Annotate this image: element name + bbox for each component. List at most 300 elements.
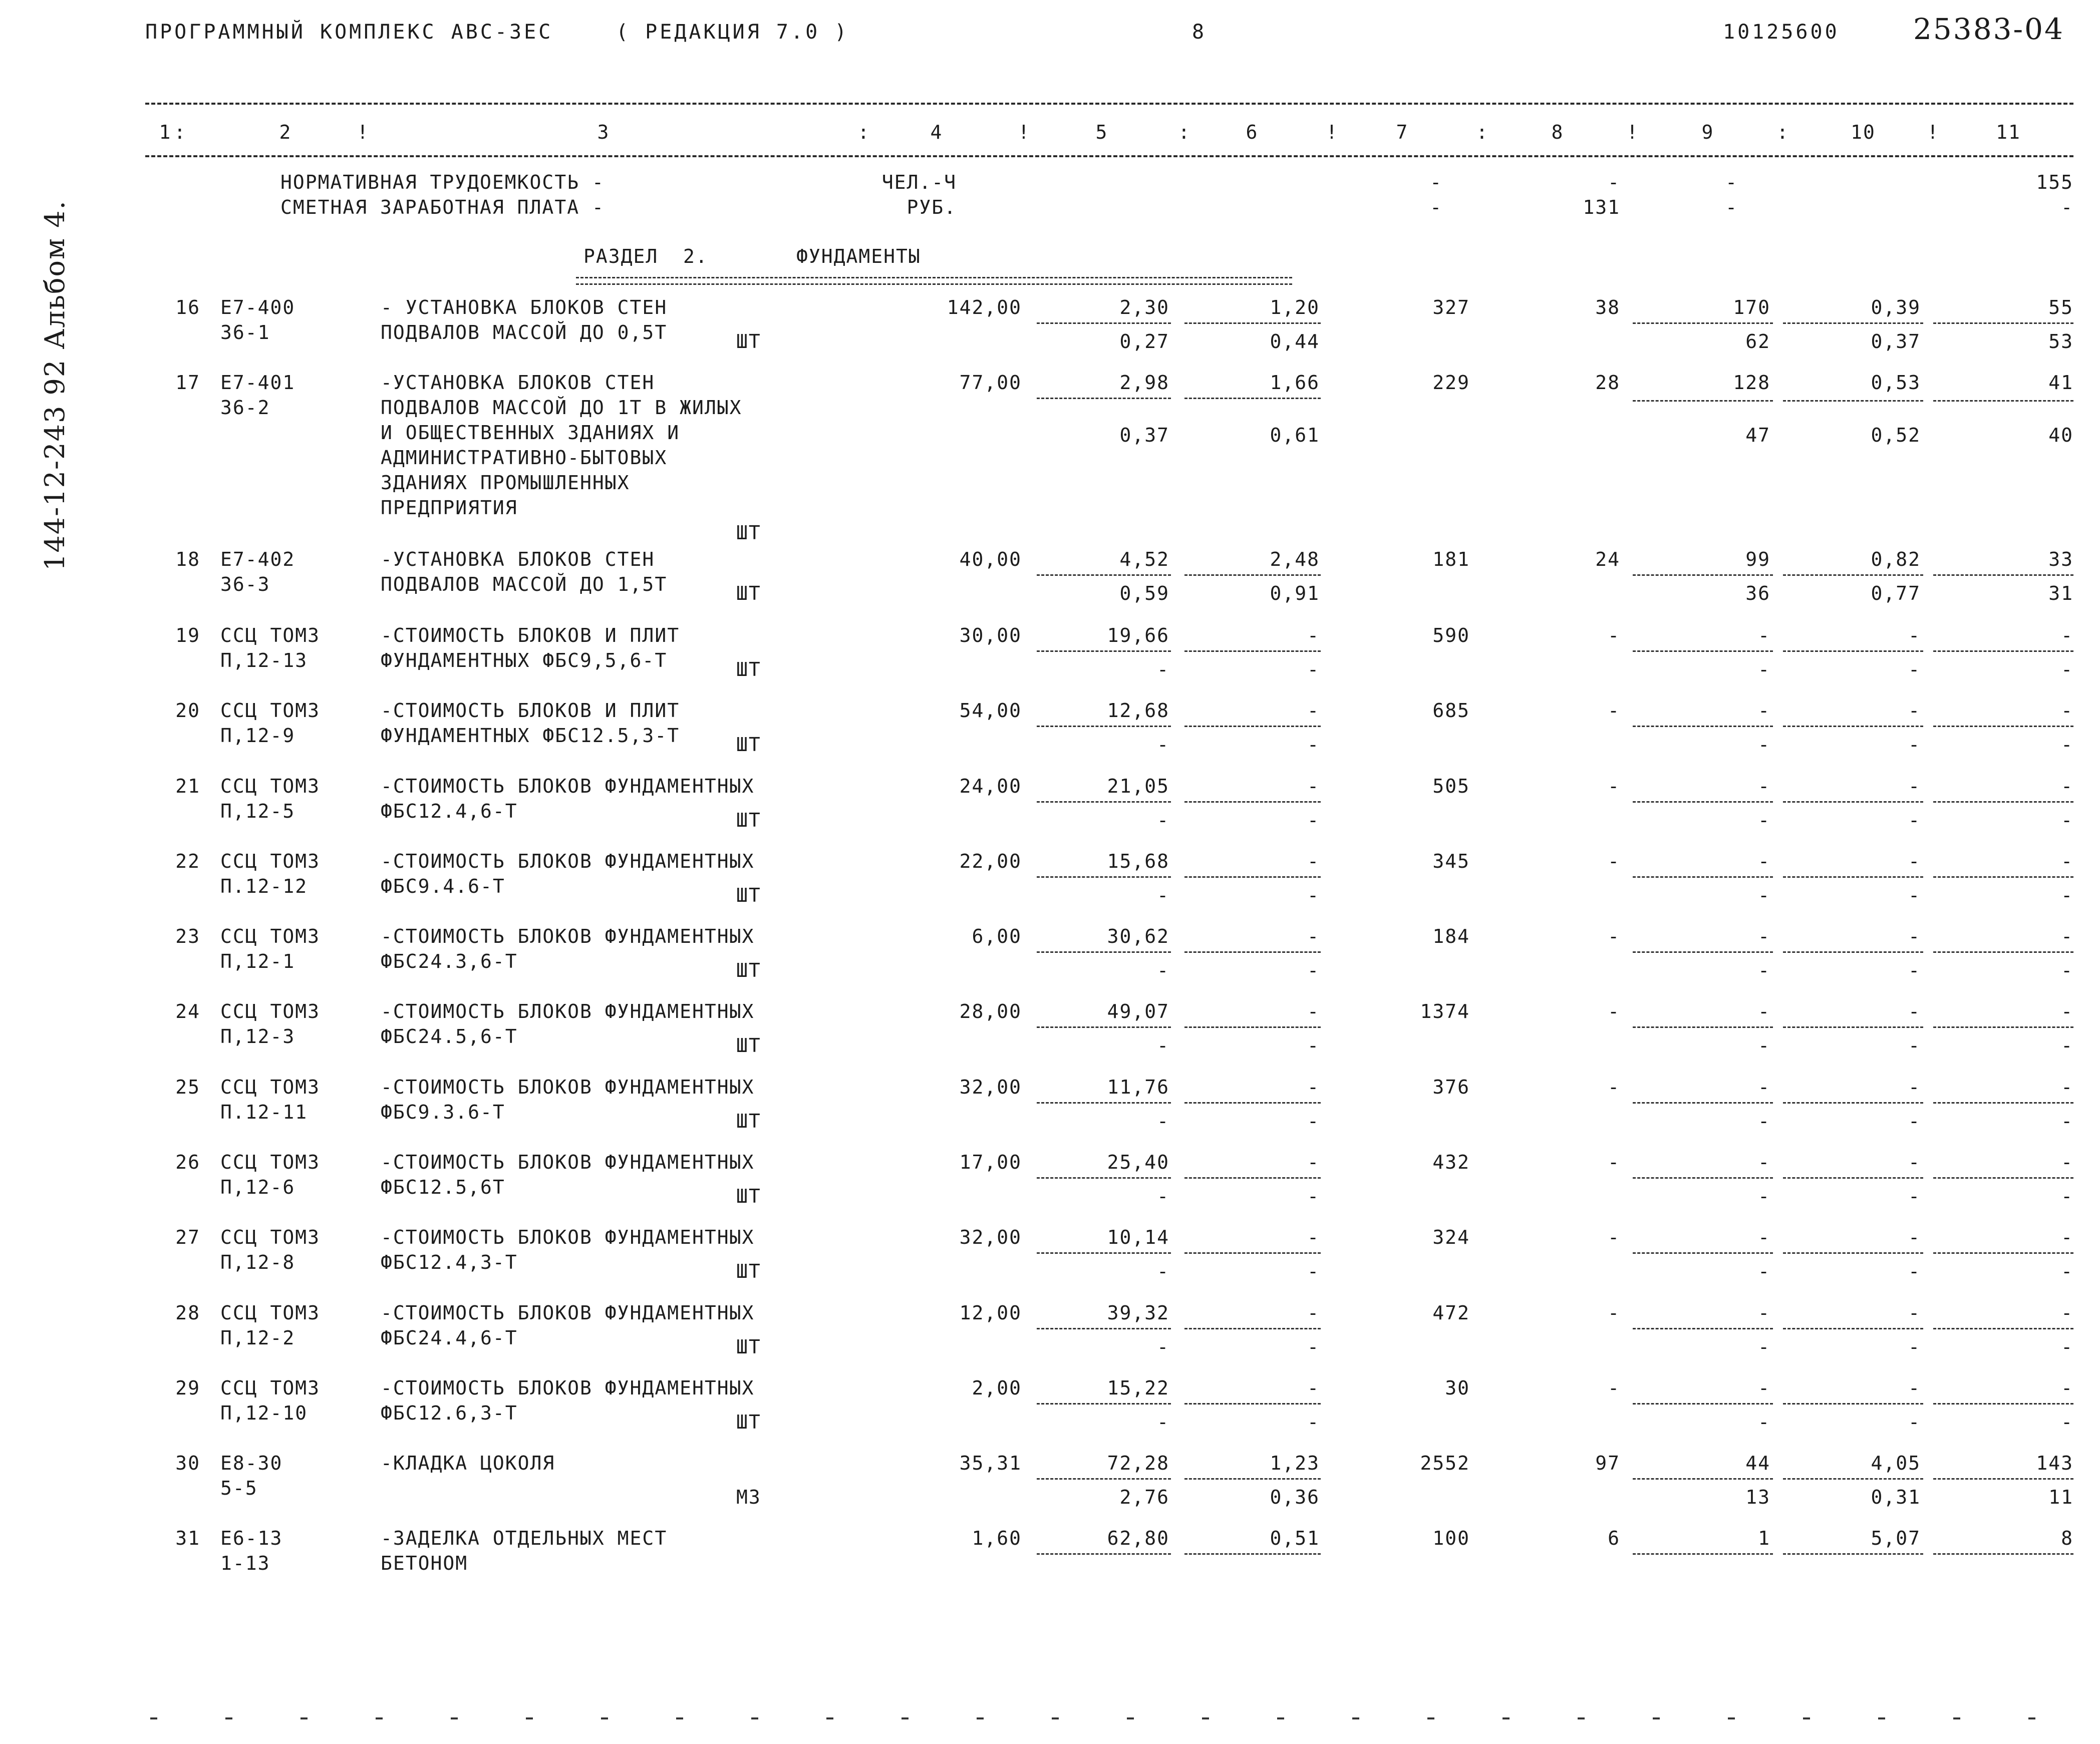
row-number: 20 [175, 700, 200, 722]
row-col10: - [1908, 700, 1921, 722]
row-unit: ШТ [736, 522, 761, 544]
row-col8: - [1608, 850, 1620, 872]
row-number: 16 [175, 296, 200, 318]
row-col9-wage: - [1758, 1411, 1770, 1433]
column-separator: ! [1927, 121, 1940, 143]
row-code: 5-5 [220, 1477, 258, 1499]
row-col10: 4,05 [1871, 1452, 1921, 1474]
row-col5-wage: - [1157, 1185, 1169, 1207]
row-col7: 472 [1432, 1302, 1470, 1324]
row-col9-wage: 36 [1745, 582, 1770, 604]
row-code: П.12-11 [220, 1101, 308, 1123]
row-description: ФБС9.4.6-Т [381, 875, 505, 897]
row-col10: - [1908, 1151, 1921, 1173]
row-col11-rule [1933, 1478, 2073, 1480]
row-col10-wage: - [1908, 1411, 1921, 1433]
row-col9-rule [1633, 726, 1773, 727]
row-code: П,12-13 [220, 649, 308, 671]
row-code: ССЦ ТОМ3 [220, 1000, 321, 1022]
row-col5-rule [1037, 398, 1171, 399]
row-col10-rule [1783, 1177, 1923, 1179]
row-description: И ОБЩЕСТВЕННЫХ ЗДАНИЯХ И [381, 422, 680, 444]
row-code: ССЦ ТОМ3 [220, 850, 321, 872]
row-col5-wage: 0,37 [1119, 424, 1169, 446]
column-number-5: 5 [1095, 121, 1108, 143]
row-col6: 1,20 [1270, 296, 1320, 318]
row-number: 26 [175, 1151, 200, 1173]
row-col6-rule [1184, 801, 1321, 803]
row-col8: - [1608, 1226, 1620, 1248]
row-code: П,12-8 [220, 1251, 295, 1273]
row-col11: - [2061, 1076, 2073, 1098]
row-description: -УСТАНОВКА БЛОКОВ СТЕН [381, 372, 655, 394]
row-description: -СТОИМОСТЬ БЛОКОВ ФУНДАМЕНТНЫХ [381, 1377, 755, 1399]
row-col10-wage: - [1908, 959, 1921, 981]
row-code: ССЦ ТОМ3 [220, 1151, 321, 1173]
row-col11: - [2061, 1000, 2073, 1022]
row-number: 18 [175, 548, 200, 570]
row-col11-rule [1933, 1553, 2073, 1555]
row-col10-rule [1783, 574, 1923, 576]
row-quantity: 1,60 [972, 1527, 1022, 1549]
row-description: ФБС12.5,6Т [381, 1176, 505, 1198]
row-col6: - [1307, 1226, 1320, 1248]
row-description: -СТОИМОСТЬ БЛОКОВ И ПЛИТ [381, 624, 680, 646]
row-description: -ЗАДЕЛКА ОТДЕЛЬНЫХ МЕСТ [381, 1527, 668, 1549]
row-number: 25 [175, 1076, 200, 1098]
row-code: 1-13 [220, 1552, 270, 1574]
row-col5-wage: - [1157, 1260, 1169, 1282]
row-col11: - [2061, 1226, 2073, 1248]
row-col8: - [1608, 1151, 1620, 1173]
row-col11-wage: 40 [2048, 424, 2073, 446]
row-col5-wage: - [1157, 1034, 1169, 1057]
row-col5: 2,98 [1119, 372, 1169, 394]
column-separator: : [1776, 121, 1789, 143]
row-col11-rule [1933, 1252, 2073, 1254]
row-quantity: 54,00 [959, 700, 1022, 722]
row-unit: ШТ [736, 582, 761, 604]
table-top-rule [145, 103, 2073, 105]
row-col5: 72,28 [1107, 1452, 1169, 1474]
row-col11-wage: - [2061, 959, 2073, 981]
summary-col11: - [2061, 196, 2073, 218]
row-col9: 170 [1733, 296, 1770, 318]
row-col10: - [1908, 925, 1921, 947]
row-col7: 229 [1432, 372, 1470, 394]
row-col5: 10,14 [1107, 1226, 1169, 1248]
row-col11: 55 [2048, 296, 2073, 318]
summary-label: СМЕТНАЯ ЗАРАБОТНАЯ ПЛАТА - [280, 196, 605, 218]
row-col11-wage: 53 [2048, 330, 2073, 353]
row-col8: - [1608, 1302, 1620, 1324]
row-col8: 6 [1608, 1527, 1620, 1549]
row-col5: 30,62 [1107, 925, 1169, 947]
section-label: РАЗДЕЛ 2. [583, 245, 708, 267]
row-description: ЗДАНИЯХ ПРОМЫШЛЕННЫХ [381, 472, 630, 494]
row-col8: - [1608, 700, 1620, 722]
row-col6: 2,48 [1270, 548, 1320, 570]
row-code: П,12-5 [220, 800, 295, 822]
row-code: ССЦ ТОМ3 [220, 925, 321, 947]
row-number: 27 [175, 1226, 200, 1248]
section-title-underline [576, 277, 1292, 285]
row-col10: - [1908, 624, 1921, 646]
row-code: П,12-1 [220, 950, 295, 972]
row-quantity: 35,31 [959, 1452, 1022, 1474]
column-separator: : [1178, 121, 1191, 143]
row-col9-rule [1633, 876, 1773, 878]
row-col10-wage: - [1908, 809, 1921, 831]
row-col10-wage: - [1908, 658, 1921, 680]
row-col9: - [1758, 1377, 1770, 1399]
row-col9: - [1758, 1226, 1770, 1248]
row-col9-wage: - [1758, 809, 1770, 831]
row-col11-wage: - [2061, 809, 2073, 831]
row-unit: ШТ [736, 959, 761, 981]
row-col10: - [1908, 775, 1921, 797]
row-col6-rule [1184, 322, 1321, 324]
row-col9: 99 [1745, 548, 1770, 570]
row-quantity: 30,00 [959, 624, 1022, 646]
row-description: - УСТАНОВКА БЛОКОВ СТЕН [381, 296, 668, 318]
row-col6-rule [1184, 574, 1321, 576]
row-col5-rule [1037, 1252, 1171, 1254]
row-col9-rule [1633, 1177, 1773, 1179]
row-col11-rule [1933, 1328, 2073, 1329]
row-code: Е7-402 [220, 548, 295, 570]
row-col10-rule [1783, 1252, 1923, 1254]
bottom-tick [1653, 1717, 1660, 1719]
row-code: 36-2 [220, 397, 270, 419]
row-number: 28 [175, 1302, 200, 1324]
table-header-rule [145, 155, 2073, 157]
row-description: -УСТАНОВКА БЛОКОВ СТЕН [381, 548, 655, 570]
row-col9-wage: - [1758, 1110, 1770, 1132]
row-code: ССЦ ТОМ3 [220, 700, 321, 722]
row-col8: - [1608, 624, 1620, 646]
row-unit: ШТ [736, 809, 761, 831]
summary-unit: ЧЕЛ.-Ч [881, 171, 957, 193]
row-col11-rule [1933, 400, 2073, 402]
row-col9-wage: - [1758, 1336, 1770, 1358]
row-code: Е7-401 [220, 372, 295, 394]
row-col9-wage: - [1758, 1034, 1770, 1057]
row-col7: 376 [1432, 1076, 1470, 1098]
row-description: ФБС24.5,6-Т [381, 1025, 518, 1048]
bottom-tick [751, 1717, 758, 1719]
row-col10-wage: 0,77 [1871, 582, 1921, 604]
row-col9-wage: - [1758, 959, 1770, 981]
row-col6: - [1307, 775, 1320, 797]
row-col10-wage: - [1908, 1336, 1921, 1358]
row-code: Е6-13 [220, 1527, 283, 1549]
row-col6: 1,66 [1270, 372, 1320, 394]
row-col11: - [2061, 850, 2073, 872]
row-col10-rule [1783, 951, 1923, 953]
summary-col7: - [1430, 196, 1442, 218]
row-col5-rule [1037, 1403, 1171, 1405]
row-unit: ШТ [736, 330, 761, 353]
column-separator: : [174, 121, 187, 143]
row-col7: 30 [1445, 1377, 1470, 1399]
row-col11-rule [1933, 322, 2073, 324]
row-col5-rule [1037, 1478, 1171, 1480]
row-col10-wage: - [1908, 734, 1921, 756]
row-col9-rule [1633, 1328, 1773, 1329]
row-col5-wage: - [1157, 1411, 1169, 1433]
row-description: АДМИНИСТРАТИВНО-БЫТОВЫХ [381, 447, 668, 469]
row-col9-wage: 47 [1745, 424, 1770, 446]
row-col9: - [1758, 775, 1770, 797]
row-quantity: 32,00 [959, 1076, 1022, 1098]
column-number-1: 1 [159, 121, 172, 143]
row-col9-rule [1633, 322, 1773, 324]
row-col9: - [1758, 1076, 1770, 1098]
row-col10: - [1908, 1076, 1921, 1098]
row-col11-rule [1933, 801, 2073, 803]
row-col5-wage: - [1157, 734, 1169, 756]
row-col6-rule [1184, 1252, 1321, 1254]
row-col11-rule [1933, 1403, 2073, 1405]
row-col9: - [1758, 1302, 1770, 1324]
row-col11-rule [1933, 951, 2073, 953]
row-col9-rule [1633, 801, 1773, 803]
row-code: Е8-30 [220, 1452, 283, 1474]
row-col7: 345 [1432, 850, 1470, 872]
row-col6-wage: 0,44 [1270, 330, 1320, 353]
bottom-tick [451, 1717, 458, 1719]
summary-col9: - [1725, 196, 1738, 218]
row-col5-wage: - [1157, 959, 1169, 981]
row-col9: - [1758, 624, 1770, 646]
row-quantity: 12,00 [959, 1302, 1022, 1324]
row-code: П,12-6 [220, 1176, 295, 1198]
row-col5-wage: 0,59 [1119, 582, 1169, 604]
column-number-2: 2 [279, 121, 292, 143]
row-col11-wage: 31 [2048, 582, 2073, 604]
summary-label: НОРМАТИВНАЯ ТРУДОЕМКОСТЬ - [280, 171, 605, 193]
row-number: 24 [175, 1000, 200, 1022]
row-number: 31 [175, 1527, 200, 1549]
bottom-tick [977, 1717, 984, 1719]
column-separator: ! [1018, 121, 1031, 143]
bottom-tick [1127, 1717, 1134, 1719]
row-col6-wage: - [1307, 658, 1320, 680]
row-col11-wage: - [2061, 658, 2073, 680]
row-col10-wage: - [1908, 1110, 1921, 1132]
bottom-tick [1878, 1717, 1885, 1719]
row-col9: 128 [1733, 372, 1770, 394]
row-col6-rule [1184, 1478, 1321, 1480]
row-col9-wage: - [1758, 734, 1770, 756]
row-col6-rule [1184, 1177, 1321, 1179]
row-col9-rule [1633, 951, 1773, 953]
row-unit: ШТ [736, 1336, 761, 1358]
row-col10-rule [1783, 1553, 1923, 1555]
row-quantity: 22,00 [959, 850, 1022, 872]
bottom-tick [2028, 1717, 2035, 1719]
row-description: ФБС12.4,3-Т [381, 1251, 518, 1273]
row-col7: 590 [1432, 624, 1470, 646]
row-code: ССЦ ТОМ3 [220, 1076, 321, 1098]
row-col6-rule [1184, 398, 1321, 399]
row-col8: - [1608, 925, 1620, 947]
row-col5-rule [1037, 322, 1171, 324]
row-col11: - [2061, 1151, 2073, 1173]
row-description: -СТОИМОСТЬ БЛОКОВ ФУНДАМЕНТНЫХ [381, 1151, 755, 1173]
row-col11: - [2061, 700, 2073, 722]
row-col6-rule [1184, 1403, 1321, 1405]
row-unit: ШТ [736, 1411, 761, 1433]
row-col11: 33 [2048, 548, 2073, 570]
row-code: Е7-400 [220, 296, 295, 318]
row-description: ФБС24.4,6-Т [381, 1327, 518, 1349]
bottom-tick [1202, 1717, 1209, 1719]
row-col5: 49,07 [1107, 1000, 1169, 1022]
row-col6-rule [1184, 726, 1321, 727]
program-title: ПРОГРАММНЫЙ КОМПЛЕКС АВС-3ЕС [145, 21, 553, 44]
row-col5-rule [1037, 1026, 1171, 1028]
row-col11: - [2061, 925, 2073, 947]
row-col5: 2,30 [1119, 296, 1169, 318]
row-code: П,12-10 [220, 1402, 308, 1424]
bottom-tick [1052, 1717, 1059, 1719]
column-separator: ! [1326, 121, 1339, 143]
row-col10-wage: - [1908, 1185, 1921, 1207]
row-code: П,12-3 [220, 1025, 295, 1048]
row-number: 19 [175, 624, 200, 646]
row-description: ПОДВАЛОВ МАССОЙ ДО 0,5Т [381, 321, 668, 343]
row-col5: 62,80 [1107, 1527, 1169, 1549]
row-col8: - [1608, 1076, 1620, 1098]
row-col5-rule [1037, 876, 1171, 878]
row-unit: ШТ [736, 1110, 761, 1132]
row-col8: - [1608, 1000, 1620, 1022]
row-code: ССЦ ТОМ3 [220, 1302, 321, 1324]
row-code: ССЦ ТОМ3 [220, 1226, 321, 1248]
row-col10: 5,07 [1871, 1527, 1921, 1549]
summary-col7: - [1430, 171, 1442, 193]
row-col5-rule [1037, 1553, 1171, 1555]
summary-col11: 155 [2036, 171, 2073, 193]
row-number: 23 [175, 925, 200, 947]
row-col11: 143 [2036, 1452, 2073, 1474]
row-col10-rule [1783, 1102, 1923, 1104]
row-code: ССЦ ТОМ3 [220, 624, 321, 646]
row-number: 17 [175, 372, 200, 394]
row-description: ФБС9.3.6-Т [381, 1101, 505, 1123]
row-code: П,12-9 [220, 725, 295, 747]
column-separator: ! [1626, 121, 1639, 143]
row-number: 22 [175, 850, 200, 872]
row-description: -СТОИМОСТЬ БЛОКОВ ФУНДАМЕНТНЫХ [381, 850, 755, 872]
row-col10: - [1908, 1000, 1921, 1022]
row-col6-rule [1184, 1553, 1321, 1555]
row-col5-wage: 2,76 [1119, 1486, 1169, 1508]
row-col6-wage: - [1307, 959, 1320, 981]
row-col5: 11,76 [1107, 1076, 1169, 1098]
row-description: -СТОИМОСТЬ БЛОКОВ ФУНДАМЕНТНЫХ [381, 925, 755, 947]
row-quantity: 142,00 [947, 296, 1022, 318]
row-col10-rule [1783, 1328, 1923, 1329]
column-number-7: 7 [1396, 121, 1409, 143]
row-col8: - [1608, 1377, 1620, 1399]
row-col7: 505 [1432, 775, 1470, 797]
bottom-tick [902, 1717, 909, 1719]
row-description: ПРЕДПРИЯТИЯ [381, 497, 518, 519]
row-col6: - [1307, 1302, 1320, 1324]
row-col6-rule [1184, 1102, 1321, 1104]
row-col10: - [1908, 850, 1921, 872]
row-col6: 1,23 [1270, 1452, 1320, 1474]
row-col9-rule [1633, 1553, 1773, 1555]
row-col6: - [1307, 1151, 1320, 1173]
row-col9-rule [1633, 1252, 1773, 1254]
bottom-tick [1352, 1717, 1359, 1719]
row-col5: 21,05 [1107, 775, 1169, 797]
row-col10-wage: - [1908, 884, 1921, 906]
document-number: 25383-04 [1913, 12, 2064, 46]
bottom-tick [376, 1717, 383, 1719]
row-col6: - [1307, 1377, 1320, 1399]
row-col6: - [1307, 624, 1320, 646]
row-col8: 38 [1595, 296, 1620, 318]
row-col5-wage: - [1157, 1336, 1169, 1358]
row-description: ПОДВАЛОВ МАССОЙ ДО 1,5Т [381, 573, 668, 595]
row-col11-rule [1933, 726, 2073, 727]
row-description: -КЛАДКА ЦОКОЛЯ [381, 1452, 555, 1474]
row-col11-rule [1933, 574, 2073, 576]
row-col6-wage: - [1307, 1336, 1320, 1358]
row-col9-wage: - [1758, 884, 1770, 906]
row-description: ФБС12.6,3-Т [381, 1402, 518, 1424]
row-number: 30 [175, 1452, 200, 1474]
row-col7: 184 [1432, 925, 1470, 947]
row-col5: 15,22 [1107, 1377, 1169, 1399]
row-col6-wage: - [1307, 884, 1320, 906]
row-col11-rule [1933, 1102, 2073, 1104]
row-col11-wage: - [2061, 1034, 2073, 1057]
row-col5-rule [1037, 1177, 1171, 1179]
row-quantity: 24,00 [959, 775, 1022, 797]
row-col10-rule [1783, 1026, 1923, 1028]
row-col5: 15,68 [1107, 850, 1169, 872]
page-number: 8 [1192, 21, 1207, 44]
row-col6-wage: 0,36 [1270, 1486, 1320, 1508]
row-col5-rule [1037, 801, 1171, 803]
row-col5: 4,52 [1119, 548, 1169, 570]
row-description: -СТОИМОСТЬ БЛОКОВ ФУНДАМЕНТНЫХ [381, 1226, 755, 1248]
column-number-8: 8 [1551, 121, 1564, 143]
row-number: 21 [175, 775, 200, 797]
row-col5-rule [1037, 1328, 1171, 1329]
row-col5-rule [1037, 1102, 1171, 1104]
row-col9: - [1758, 1151, 1770, 1173]
row-col11-rule [1933, 876, 2073, 878]
bottom-tick [1953, 1717, 1960, 1719]
row-col9-wage: - [1758, 658, 1770, 680]
row-col6: - [1307, 925, 1320, 947]
row-unit: ШТ [736, 1034, 761, 1057]
row-col9-wage: 13 [1745, 1486, 1770, 1508]
bottom-tick [526, 1717, 533, 1719]
row-col6-rule [1184, 1328, 1321, 1329]
row-col10-rule [1783, 400, 1923, 402]
column-separator: : [857, 121, 870, 143]
row-col10-wage: - [1908, 1034, 1921, 1057]
row-col9: - [1758, 850, 1770, 872]
